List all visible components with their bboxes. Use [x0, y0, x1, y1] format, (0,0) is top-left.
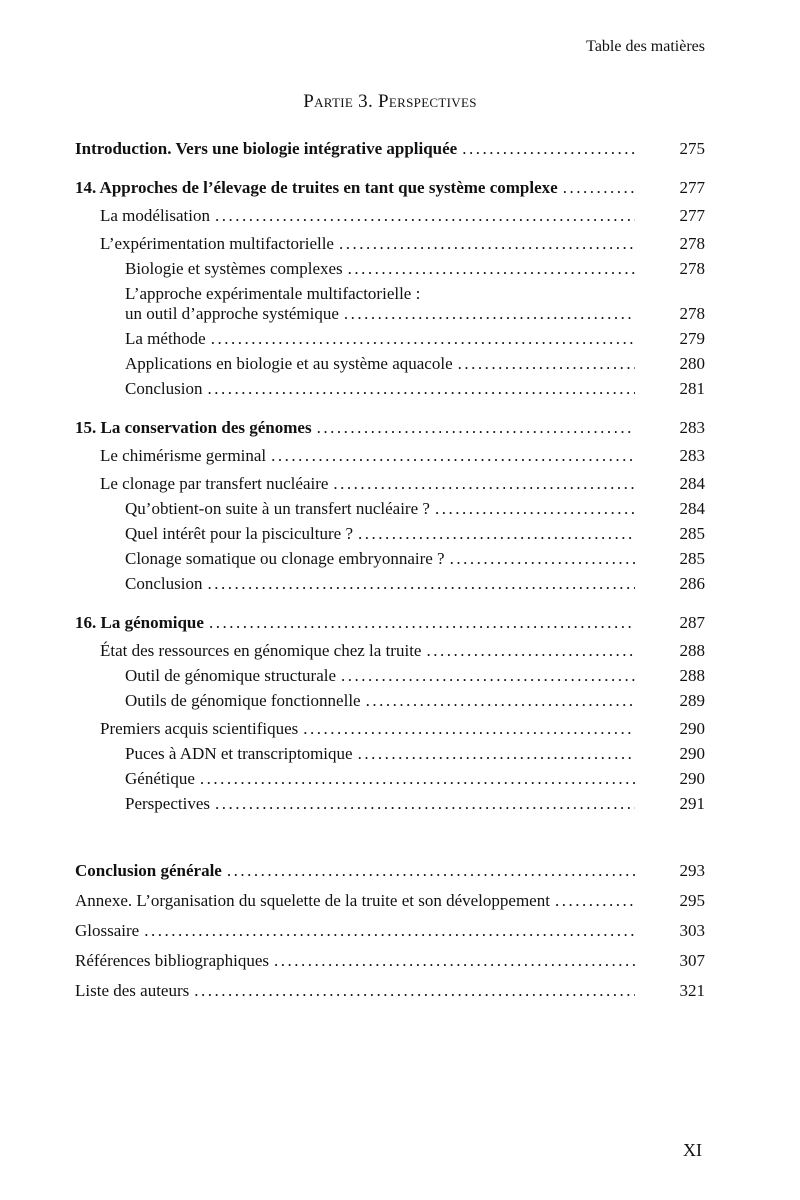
- toc-entry-label: Introduction. Vers une biologie intégrative appliquée: [75, 139, 458, 158]
- toc-entry-label: 16. La génomique: [75, 613, 204, 632]
- dot-leader: [227, 862, 635, 879]
- dot-leader: [303, 720, 635, 737]
- toc-entry-page: 295: [679, 891, 705, 910]
- toc-entry-page: 285: [679, 549, 705, 568]
- toc-entry: [75, 330, 705, 347]
- toc-entry-label: Quel intérêt pour la pisciculture ?: [125, 524, 353, 543]
- toc-entry: [75, 922, 705, 939]
- toc-entry-page: 288: [679, 666, 705, 685]
- toc-entry-page: 278: [679, 304, 705, 323]
- dot-leader: [317, 419, 635, 436]
- toc-list: [75, 140, 705, 999]
- dot-leader: [200, 770, 635, 787]
- dot-leader: [207, 380, 635, 397]
- dot-leader: [215, 207, 635, 224]
- toc-entry: [75, 982, 705, 999]
- toc-entry: [75, 235, 705, 252]
- toc-entry-page: 290: [679, 744, 705, 763]
- dot-leader: [462, 140, 635, 157]
- toc-entry: [75, 952, 705, 969]
- dot-leader: [344, 305, 635, 322]
- toc-entry-label: Conclusion générale: [75, 861, 222, 880]
- toc-entry-label: L’expérimentation multifactorielle: [100, 234, 334, 253]
- dot-leader: [348, 260, 635, 277]
- toc-entry: [75, 614, 705, 631]
- toc-entry: [75, 285, 705, 302]
- dot-leader: [209, 614, 635, 631]
- toc-entry-label: Le chimérisme germinal: [100, 446, 267, 465]
- toc-entry-page: 284: [679, 499, 705, 518]
- toc-entry-label: L’approche expérimentale multifactorielle :: [125, 284, 421, 303]
- dot-leader: [271, 447, 635, 464]
- toc-entry-page: 290: [679, 719, 705, 738]
- dot-leader: [458, 355, 635, 372]
- toc-entry-page: 284: [679, 474, 705, 493]
- dot-leader: [563, 179, 635, 196]
- toc-entry: [75, 642, 705, 659]
- toc-entry: [75, 179, 705, 196]
- toc-entry: [75, 475, 705, 492]
- dot-leader: [207, 575, 635, 592]
- dot-leader: [333, 475, 635, 492]
- dot-leader: [341, 667, 635, 684]
- toc-entry: [75, 770, 705, 787]
- toc-entry-page: 279: [679, 329, 705, 348]
- toc-entry: [75, 207, 705, 224]
- toc-entry: [75, 447, 705, 464]
- toc-entry: [75, 380, 705, 397]
- toc-entry: [75, 550, 705, 567]
- toc-entry: [75, 720, 705, 737]
- toc-entry-label: Biologie et systèmes complexes: [125, 259, 343, 278]
- toc-entry: [75, 745, 705, 762]
- toc-entry: [75, 305, 705, 322]
- toc-entry-page: 278: [679, 259, 705, 278]
- toc-entry-page: 277: [679, 178, 705, 197]
- toc-entry-page: 280: [679, 354, 705, 373]
- toc-entry-page: 293: [679, 861, 705, 880]
- toc-entry-page: 285: [679, 524, 705, 543]
- toc-entry-label: Outil de génomique structurale: [125, 666, 337, 685]
- toc-entry-label: Conclusion: [125, 379, 203, 398]
- toc-entry-label: La méthode: [125, 329, 206, 348]
- toc-entry: [75, 892, 705, 909]
- toc-entry-page: 283: [679, 446, 705, 465]
- toc-entry-label: Le clonage par transfert nucléaire: [100, 474, 329, 493]
- toc-entry-page: 278: [679, 234, 705, 253]
- toc-entry-page: 283: [679, 418, 705, 437]
- dot-leader: [435, 500, 635, 517]
- toc-entry-label: un outil d’approche systémique: [125, 304, 339, 323]
- toc-entry-page: 290: [679, 769, 705, 788]
- dot-leader: [194, 982, 635, 999]
- toc-entry: [75, 140, 705, 157]
- toc-entry-page: 303: [679, 921, 705, 940]
- page-number: XI: [683, 1140, 702, 1160]
- dot-leader: [426, 642, 635, 659]
- dot-leader: [339, 235, 635, 252]
- toc-entry-label: Premiers acquis scientifiques: [100, 719, 299, 738]
- dot-leader: [211, 330, 635, 347]
- toc-entry-label: Liste des auteurs: [75, 981, 190, 1000]
- dot-leader: [274, 952, 635, 969]
- toc-entry-label: Clonage somatique ou clonage embryonnaire ?: [125, 549, 445, 568]
- toc-entry-label: 14. Approches de l’élevage de truites en tant que système complexe: [75, 178, 558, 197]
- toc-entry: [75, 692, 705, 709]
- toc-entry-label: Annexe. L’organisation du squelette de la truite et son développement: [75, 891, 550, 910]
- toc-entry-label: État des ressources en génomique chez la truite: [100, 641, 422, 660]
- toc-entry-label: Puces à ADN et transcriptomique: [125, 744, 353, 763]
- dot-leader: [358, 745, 635, 762]
- toc-entry: [75, 575, 705, 592]
- toc-entry-page: 307: [679, 951, 705, 970]
- toc-entry-label: Références bibliographiques: [75, 951, 270, 970]
- toc-entry-label: Glossaire: [75, 921, 140, 940]
- toc-entry-page: 321: [679, 981, 705, 1000]
- dot-leader: [366, 692, 635, 709]
- toc-entry-label: Perspectives: [125, 794, 210, 813]
- toc-entry-page: 288: [679, 641, 705, 660]
- toc-entry: [75, 260, 705, 277]
- toc-entry-label: 15. La conservation des génomes: [75, 418, 312, 437]
- toc-entry-page: 275: [679, 139, 705, 158]
- dot-leader: [450, 550, 635, 567]
- toc-entry-page: 277: [679, 206, 705, 225]
- toc-entry-page: 287: [679, 613, 705, 632]
- toc-entry-label: Applications en biologie et au système aquacole: [125, 354, 453, 373]
- toc-entry-page: 289: [679, 691, 705, 710]
- toc-entry-page: 281: [679, 379, 705, 398]
- dot-leader: [215, 795, 635, 812]
- dot-leader: [144, 922, 635, 939]
- toc-entry-label: Qu’obtient-on suite à un transfert nucléaire ?: [125, 499, 430, 518]
- toc-entry: [75, 525, 705, 542]
- toc-entry-label: Conclusion: [125, 574, 203, 593]
- toc-entry-label: Génétique: [125, 769, 195, 788]
- toc-entry-label: Outils de génomique fonctionnelle: [125, 691, 361, 710]
- toc-entry: [75, 355, 705, 372]
- toc-entry: [75, 419, 705, 436]
- toc-entry: [75, 795, 705, 812]
- toc-entry: [75, 500, 705, 517]
- toc-entry: [75, 862, 705, 879]
- toc-entry-page: 291: [679, 794, 705, 813]
- dot-leader: [358, 525, 635, 542]
- dot-leader: [555, 892, 635, 909]
- toc-entry-label: La modélisation: [100, 206, 211, 225]
- running-header: Table des matières: [586, 38, 705, 55]
- part-heading: Partie 3. Perspectives: [303, 91, 477, 112]
- toc-entry: [75, 667, 705, 684]
- toc-entry-page: 286: [679, 574, 705, 593]
